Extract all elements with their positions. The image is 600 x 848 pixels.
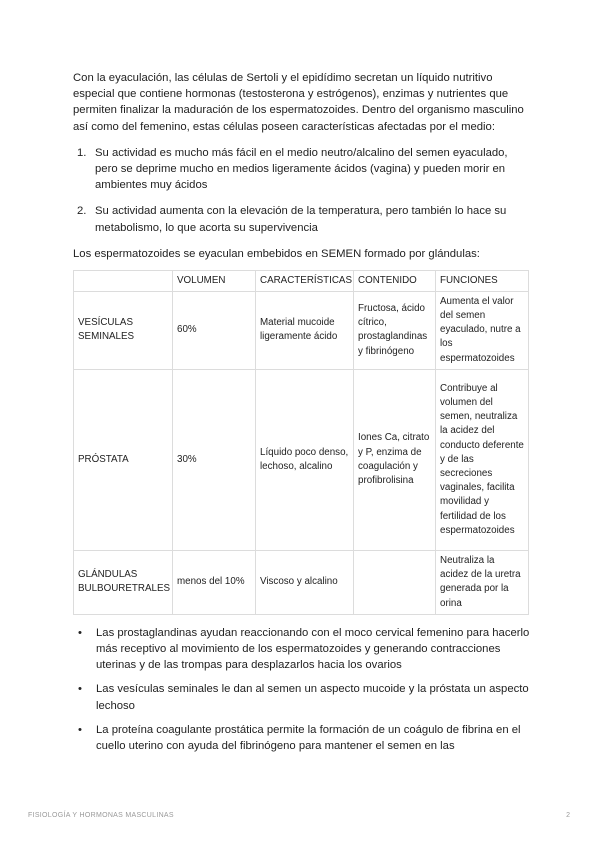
header-cell: CARACTERÍSTICAS	[256, 270, 354, 291]
bullet-icon: •	[78, 626, 82, 639]
bullet-text: Las prostaglandinas ayudan reaccionando con el moco cervical femenino para hacerlo más receptivo al movimiento de los espermatozoides y generando contracciones uterinas y de las trompas para desplazarlos hacia los ovarios	[96, 626, 530, 672]
table-cell: GLÁNDULAS BULBOURETRALES	[74, 550, 173, 614]
table-cell: Neutraliza la acidez de la uretra generada por la orina	[436, 550, 529, 614]
table-header-row	[74, 270, 529, 291]
intro-paragraph: Con la eyaculación, las células de Sertoli y el epidídimo secretan un líquido nutritivo especial que contiene hormonas (testosterona y estrógenos), enzimas y nutrientes que permiten finalizar la maduración de los espermatozoides. Dentro del organismo masculino así como del femenino, estas células poseen características afectadas por el medio:	[73, 72, 524, 133]
table-cell: VESÍCULAS SEMINALES	[74, 291, 173, 369]
footer-title: FISIOLOGÍA Y HORMONAS MASCULINAS	[28, 812, 174, 819]
table-cell: 60%	[173, 291, 256, 369]
glands-table	[73, 270, 529, 615]
table-cell: Aumenta el valor del semen eyaculado, nutre a los espermatozoides	[436, 291, 529, 369]
table-cell: Material mucoide ligeramente ácido	[256, 291, 354, 369]
table-cell: Fructosa, ácido cítrico, prostaglandinas y fibrinógeno	[354, 291, 436, 369]
list-item	[73, 722, 531, 754]
numbered-list	[73, 145, 531, 236]
table-cell: PRÓSTATA	[74, 369, 173, 550]
bullet-text: La proteína coagulante prostática permite la formación de un coágulo de fibrina en el cuello uterino con ayuda del fibrinógeno para mantener el semen en las	[96, 723, 521, 753]
bullet-list	[73, 625, 531, 754]
table-row	[74, 369, 529, 550]
page-number: 2	[566, 812, 570, 819]
list-item	[73, 203, 531, 235]
list-text: Su actividad es mucho más fácil en el medio neutro/alcalino del semen eyaculado, pero se deprime mucho en medios ligeramente ácidos (vagina) y pueden morir en ambientes muy ácidos	[95, 146, 508, 192]
list-number: 2.	[77, 205, 87, 218]
table-cell: 30%	[173, 369, 256, 550]
table-row	[74, 550, 529, 614]
list-item	[73, 625, 531, 674]
table-cell	[354, 550, 436, 614]
header-cell: VOLUMEN	[173, 270, 256, 291]
table-row	[74, 291, 529, 369]
list-text: Su actividad aumenta con la elevación de la temperatura, pero también lo hace su metabolismo, lo que acorta su supervivencia	[95, 205, 507, 234]
table-cell: Contribuye al volumen del semen, neutraliza la acidez del conducto deferente y de las secreciones vaginales, facilita movilidad y fertilidad de los espermatozoides	[436, 369, 529, 550]
header-cell: FUNCIONES	[436, 270, 529, 291]
bullet-icon: •	[78, 723, 82, 736]
header-cell: CONTENIDO	[354, 270, 436, 291]
list-number: 1.	[77, 146, 87, 159]
bullet-icon: •	[78, 683, 82, 696]
header-cell	[74, 270, 173, 291]
list-item	[73, 681, 531, 713]
table-cell: Líquido poco denso, lechoso, alcalino	[256, 369, 354, 550]
table-cell: Iones Ca, citrato y P, enzima de coagulación y profibrolisina	[354, 369, 436, 550]
document-body	[73, 70, 531, 762]
list-item	[73, 145, 531, 194]
table-cell: menos del 10%	[173, 550, 256, 614]
table-lead-paragraph: Los espermatozoides se eyaculan embebidos en SEMEN formado por glándulas:	[73, 247, 480, 260]
table-cell: Viscoso y alcalino	[256, 550, 354, 614]
bullet-text: Las vesículas seminales le dan al semen un aspecto mucoide y la próstata un aspecto lechoso	[96, 683, 529, 712]
